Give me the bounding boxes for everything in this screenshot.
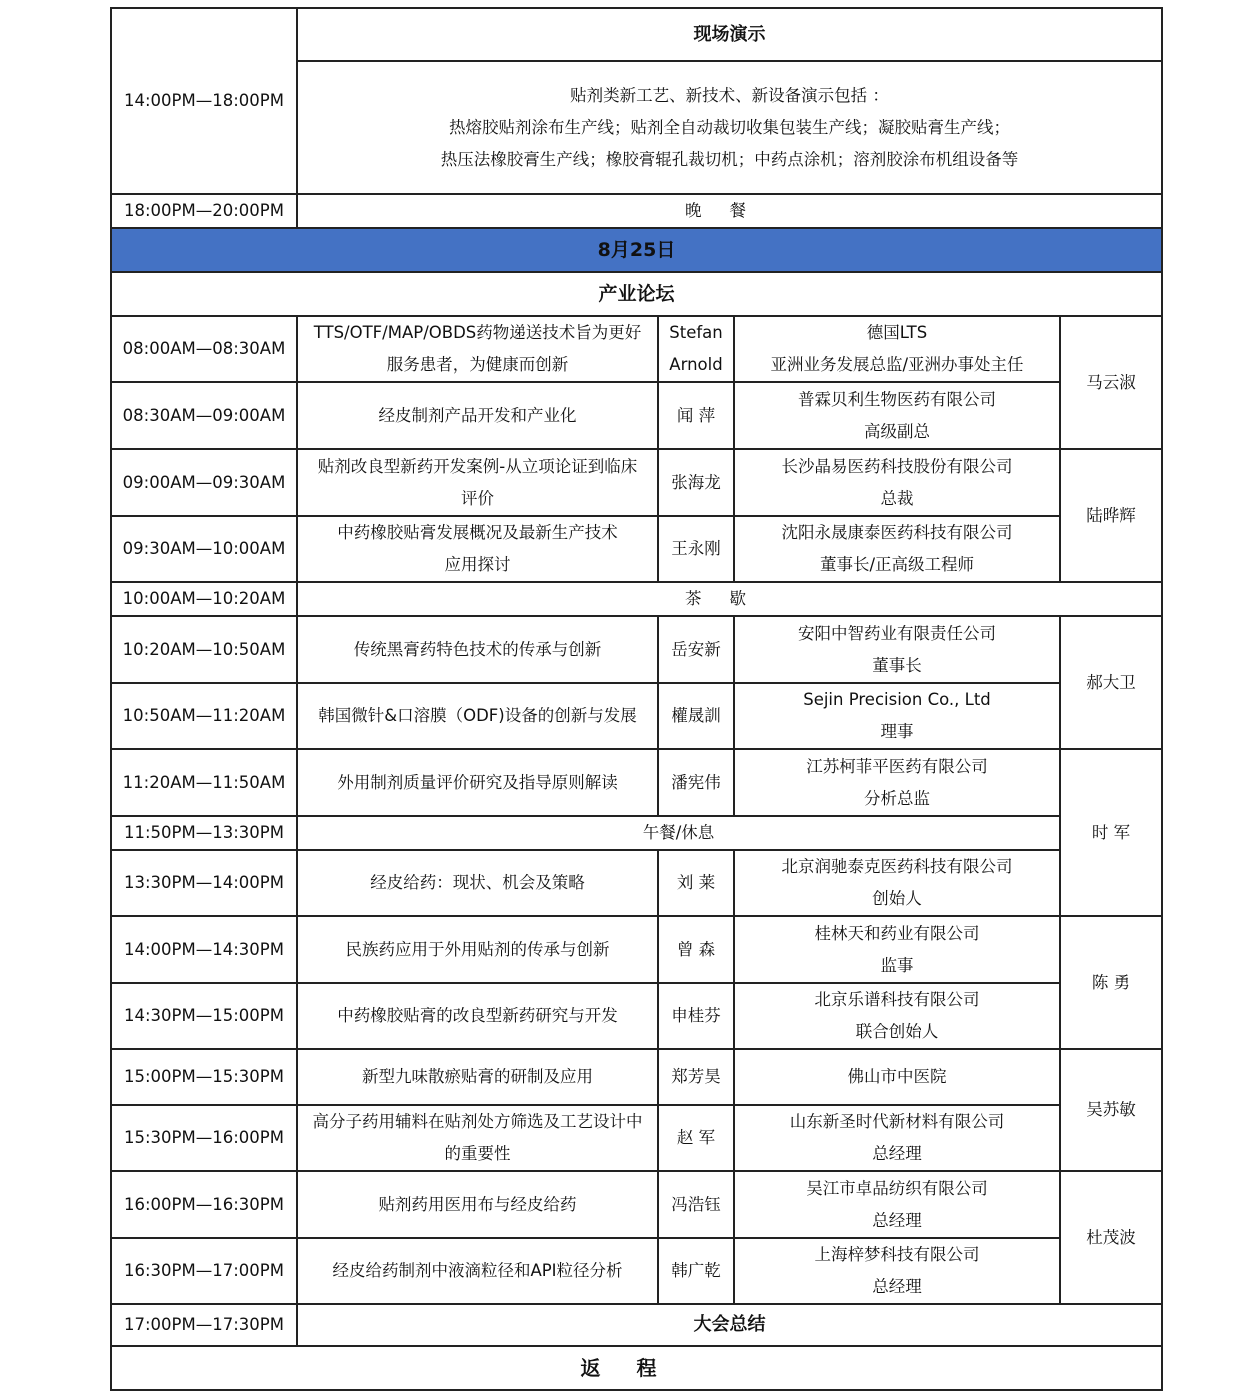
time-cell: 16:30PM—17:00PM: [111, 1238, 297, 1304]
schedule-table: [110, 7, 1163, 1391]
talk-topic: [297, 316, 658, 382]
talk-topic-line: 经皮制剂产品开发和产业化: [378, 405, 577, 425]
time-cell: 08:00AM—08:30AM: [111, 316, 297, 382]
return-row: [111, 1346, 1162, 1390]
speaker-org: [734, 683, 1060, 749]
talk-topic-line: 经皮给药：现状、机会及策略: [370, 873, 585, 892]
speaker-name: [658, 1171, 734, 1238]
speaker-org: [734, 1238, 1060, 1304]
speaker-name-line: Arnold: [669, 355, 723, 374]
dinner-label: 晚餐: [297, 194, 1162, 228]
return-label: 返程: [111, 1346, 1162, 1390]
forum-title: 产业论坛: [111, 272, 1162, 316]
speaker-name-line: 權晟訓: [671, 706, 721, 725]
time-cell: 08:30AM—09:00AM: [111, 382, 297, 449]
talk-topic-line: 新型九味散瘀贴膏的研制及应用: [362, 1067, 593, 1086]
speaker-org-line: 高级副总: [864, 421, 930, 441]
time-cell: 13:30PM—14:00PM: [111, 850, 297, 916]
speaker-name-line: 张海龙: [671, 472, 721, 492]
talk-topic-line: 应用探讨: [444, 555, 511, 574]
talk-row: [111, 1171, 1162, 1238]
speaker-name: [658, 1105, 734, 1171]
time-cell: 18:00PM—20:00PM: [111, 194, 297, 228]
speaker-org: [734, 616, 1060, 683]
speaker-name-line: 王永刚: [671, 539, 721, 558]
tea-break-row: [111, 582, 1162, 616]
speaker-org-line: 总经理: [872, 1210, 922, 1230]
speaker-org-line: 创始人: [872, 889, 922, 908]
speaker-name-line: 岳安新: [671, 639, 721, 659]
speaker-org-line: 总裁: [880, 488, 914, 508]
speaker-org: [734, 983, 1060, 1049]
talk-row: [111, 749, 1162, 816]
talk-topic-line: 的重要性: [444, 1144, 511, 1163]
speaker-org-line: 总经理: [872, 1277, 922, 1296]
demo-description-line: 热熔胶贴剂涂布生产线；贴剂全自动裁切收集包装生产线；凝胶贴膏生产线；: [449, 117, 1010, 137]
talk-topic: [297, 916, 658, 983]
speaker-org-line: 上海梓梦科技有限公司: [814, 1245, 980, 1264]
speaker-org-line: 吴江市卓品纺织有限公司: [806, 1178, 988, 1198]
time-cell: 17:00PM—17:30PM: [111, 1304, 297, 1346]
speaker-org-line: 亚洲业务发展总监/亚洲办事处主任: [770, 355, 1024, 374]
speaker-name: [658, 749, 734, 816]
speaker-org-line: 长沙晶易医药科技股份有限公司: [781, 456, 1013, 476]
speaker-org: [734, 516, 1060, 582]
speaker-org: [734, 1105, 1060, 1171]
talk-topic-line: 传统黑膏药特色技术的传承与创新: [353, 639, 602, 659]
time-cell: 14:00PM—18:00PM: [111, 8, 297, 194]
speaker-name-line: 冯浩钰: [671, 1194, 721, 1214]
talk-topic: [297, 1049, 658, 1105]
speaker-org-line: 沈阳永晟康泰医药科技有限公司: [781, 523, 1013, 542]
speaker-org-line: 监事: [880, 955, 914, 975]
session-chair: 时 军: [1060, 749, 1162, 916]
speaker-org: [734, 449, 1060, 516]
time-cell: 10:00AM—10:20AM: [111, 582, 297, 616]
talk-topic-line: 外用制剂质量评价研究及指导原则解读: [337, 772, 618, 792]
talk-topic: [297, 850, 658, 916]
speaker-name: [658, 382, 734, 449]
speaker-name: [658, 983, 734, 1049]
speaker-org-line: 董事长: [872, 655, 922, 675]
speaker-name: [658, 1049, 734, 1105]
speaker-org-line: 桂林天和药业有限公司: [814, 923, 980, 943]
talk-topic: [297, 449, 658, 516]
talk-topic: [297, 516, 658, 582]
talk-topic: [297, 1105, 658, 1171]
speaker-name: [658, 850, 734, 916]
time-cell: 14:30PM—15:00PM: [111, 983, 297, 1049]
time-cell: 16:00PM—16:30PM: [111, 1171, 297, 1238]
speaker-org-line: 山东新圣时代新材料有限公司: [789, 1112, 1005, 1131]
talk-topic: [297, 983, 658, 1049]
talk-row: [111, 1049, 1162, 1105]
time-cell: 10:20AM—10:50AM: [111, 616, 297, 683]
time-cell: 11:20AM—11:50AM: [111, 749, 297, 816]
time-cell: 15:00PM—15:30PM: [111, 1049, 297, 1105]
session-chair: 吴苏敏: [1060, 1049, 1162, 1171]
speaker-name: [658, 449, 734, 516]
dinner-row: [111, 194, 1162, 228]
session-chair: 陈 勇: [1060, 916, 1162, 1049]
speaker-org: [734, 1171, 1060, 1238]
talk-topic: [297, 382, 658, 449]
talk-topic-line: 贴剂改良型新药开发案例-从立项论证到临床: [317, 456, 638, 476]
speaker-name-line: 潘宪伟: [671, 772, 721, 792]
talk-topic-line: 贴剂药用医用布与经皮给药: [378, 1194, 577, 1214]
speaker-org: [734, 850, 1060, 916]
session-chair: 郝大卫: [1060, 616, 1162, 749]
speaker-name-line: 曾 森: [676, 939, 716, 959]
talk-topic-line: 韩国微针&口溶膜（ODF)设备的创新与发展: [318, 706, 637, 725]
speaker-name: [658, 1238, 734, 1304]
talk-topic: [297, 683, 658, 749]
day-banner: 8月25日: [111, 228, 1162, 272]
speaker-org-line: Sejin Precision Co., Ltd: [803, 690, 991, 709]
speaker-name-line: 刘 莱: [676, 873, 716, 892]
demo-description-line: 热压法橡胶膏生产线；橡胶膏辊孔裁切机；中药点涂机；溶剂胶涂布机组设备等: [440, 149, 1019, 169]
talk-row: [111, 683, 1162, 749]
talk-topic-line: 经皮给药制剂中液滴粒径和API粒径分析: [332, 1261, 623, 1280]
demo-title-row: [111, 8, 1162, 61]
talk-topic-line: 民族药应用于外用贴剂的传承与创新: [345, 939, 610, 959]
speaker-org: [734, 749, 1060, 816]
speaker-name-line: 韩广乾: [671, 1261, 721, 1280]
speaker-name-line: 申桂芬: [671, 1006, 721, 1025]
demo-description: [297, 61, 1162, 194]
speaker-org-line: 北京润驰泰克医药科技有限公司: [781, 857, 1013, 876]
talk-topic: [297, 1171, 658, 1238]
time-cell: 14:00PM—14:30PM: [111, 916, 297, 983]
tea-break-label: 茶歇: [297, 582, 1162, 616]
talk-topic-line: 中药橡胶贴膏发展概况及最新生产技术: [337, 523, 618, 542]
speaker-name: [658, 616, 734, 683]
talk-row: [111, 1238, 1162, 1304]
session-chair: 杜茂波: [1060, 1171, 1162, 1304]
summary-row: [111, 1304, 1162, 1346]
day-banner-row: [111, 228, 1162, 272]
speaker-name: [658, 916, 734, 983]
time-cell: 10:50AM—11:20AM: [111, 683, 297, 749]
talk-row: [111, 916, 1162, 983]
session-chair: 陆晔辉: [1060, 449, 1162, 582]
speaker-org-line: 普霖贝利生物医药有限公司: [798, 389, 996, 409]
talk-topic-line: 评价: [461, 488, 494, 508]
speaker-org-line: 董事长/正高级工程师: [819, 555, 975, 574]
speaker-name: [658, 683, 734, 749]
time-cell: 09:00AM—09:30AM: [111, 449, 297, 516]
speaker-org: [734, 382, 1060, 449]
talk-row: [111, 449, 1162, 516]
speaker-name-line: 闻 萍: [676, 405, 716, 425]
speaker-org: [734, 316, 1060, 382]
talk-topic-line: 服务患者，为健康而创新: [386, 355, 569, 374]
speaker-org-line: 联合创始人: [855, 1022, 939, 1041]
demo-description-line: 贴剂类新工艺、新技术、新设备演示包括 ：: [570, 85, 889, 105]
speaker-org-line: 理事: [880, 722, 914, 741]
speaker-name: [658, 316, 734, 382]
speaker-name-line: 郑芳昊: [671, 1067, 721, 1086]
time-cell: 15:30PM—16:00PM: [111, 1105, 297, 1171]
speaker-org-line: 北京乐谱科技有限公司: [814, 990, 980, 1009]
speaker-org: [734, 1049, 1060, 1105]
talk-row: [111, 316, 1162, 382]
talk-row: [111, 850, 1162, 916]
session-chair: 马云淑: [1060, 316, 1162, 449]
talk-row: [111, 983, 1162, 1049]
talk-row: [111, 616, 1162, 683]
talk-topic-line: 中药橡胶贴膏的改良型新药研究与开发: [337, 1006, 618, 1025]
forum-header-row: [111, 272, 1162, 316]
talk-topic-line: TTS/OTF/MAP/OBDS药物递送技术旨为更好: [313, 323, 642, 342]
speaker-org: [734, 916, 1060, 983]
lunch-label: 午餐/休息: [297, 816, 1060, 850]
speaker-org-line: 总经理: [872, 1144, 922, 1163]
summary-label: 大会总结: [297, 1304, 1162, 1346]
speaker-org-line: 安阳中智药业有限责任公司: [798, 623, 996, 643]
speaker-name-line: 赵 军: [676, 1128, 716, 1147]
speaker-org-line: 佛山市中医院: [847, 1067, 947, 1086]
demo-title: 现场演示: [297, 8, 1162, 61]
talk-row: [111, 382, 1162, 449]
talk-row: [111, 516, 1162, 582]
speaker-org-line: 德国LTS: [866, 323, 928, 342]
talk-topic-line: 高分子药用辅料在贴剂处方筛选及工艺设计中: [312, 1112, 643, 1131]
lunch-row: [111, 816, 1162, 850]
talk-row: [111, 1105, 1162, 1171]
speaker-org-line: 分析总监: [864, 788, 930, 808]
speaker-org-line: 江苏柯菲平医药有限公司: [806, 756, 988, 776]
talk-topic: [297, 749, 658, 816]
time-cell: 11:50PM—13:30PM: [111, 816, 297, 850]
talk-topic: [297, 616, 658, 683]
speaker-name: [658, 516, 734, 582]
speaker-name-line: Stefan: [669, 323, 723, 342]
talk-topic: [297, 1238, 658, 1304]
time-cell: 09:30AM—10:00AM: [111, 516, 297, 582]
